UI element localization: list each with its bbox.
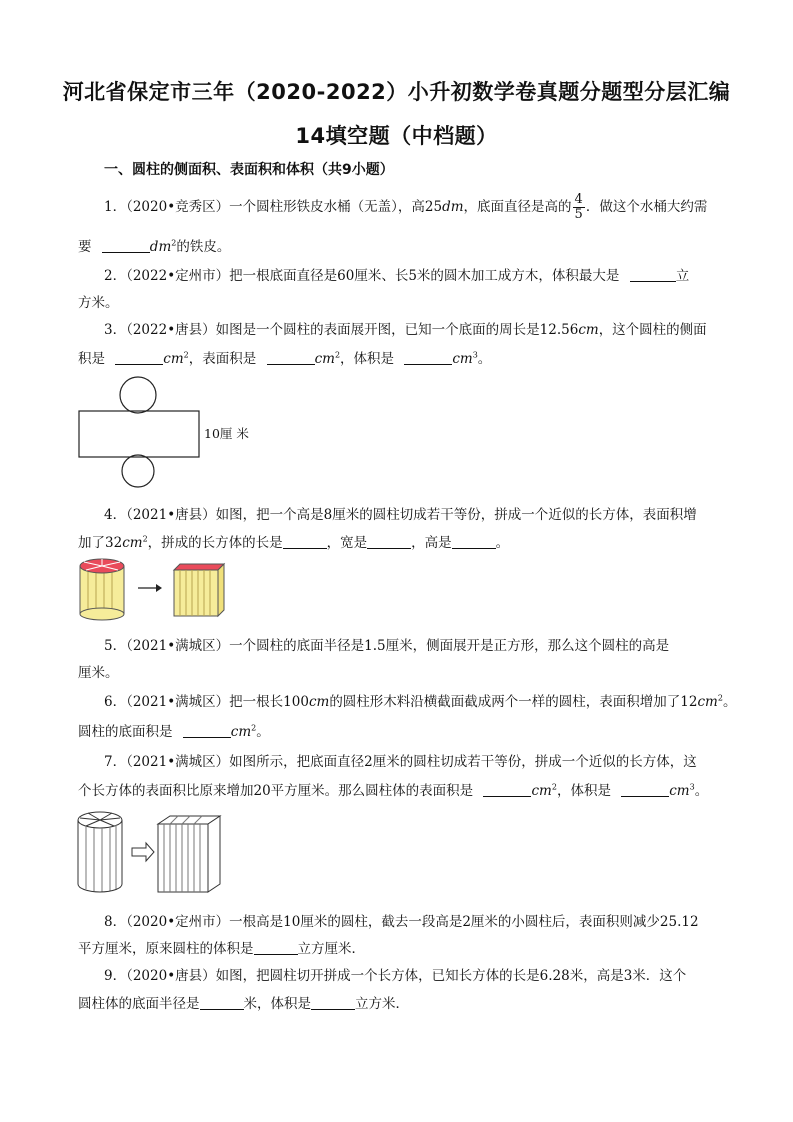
question-6-line-1 — [104, 690, 754, 710]
arrow — [132, 843, 154, 861]
q3-unit: cm — [452, 351, 473, 367]
q4-text-e: ，高是 — [411, 535, 452, 551]
fraction-denominator: 5 — [574, 207, 583, 222]
q7-text-b: 个长方体的表面积比原来增加20平方厘米。那么圆柱体的表面积是 — [78, 783, 474, 799]
top-circle — [120, 377, 156, 413]
answer-blank[interactable] — [367, 534, 411, 549]
q6-text-b: 的圆柱形木料沿横截面截成两个一样的圆柱，表面积增加了12 — [329, 694, 698, 710]
answer-blank[interactable] — [102, 238, 150, 253]
q9-text-d: 立方米． — [355, 996, 409, 1012]
cuboid-top — [174, 564, 224, 570]
q9-text-b: 圆柱体的底面半径是 — [78, 996, 200, 1012]
question-2-line-1 — [104, 264, 754, 284]
q1-text-b: ，底面直径是高的 — [463, 199, 572, 215]
document-subtitle: 14填空题（中档题） — [295, 124, 498, 148]
q8-text-b: 平方厘米，原来圆柱的体积是 — [78, 941, 254, 957]
document-title: 河北省保定市三年（2020-2022）小升初数学卷真题分题型分层汇编 — [62, 80, 731, 104]
q3-text-c: 积是 — [78, 351, 105, 367]
q6-text-a: 6．（2021•满城区）把一根长100 — [104, 694, 309, 710]
answer-blank[interactable] — [404, 350, 452, 365]
q4-text-b: 加了32 — [78, 535, 123, 551]
q7-sup: 2 — [551, 782, 557, 792]
q6-sup: 2 — [717, 693, 723, 703]
question-9-line-1: 9．（2020•唐县）如图，把圆柱切开拼成一个长方体，已知长方体的长是6.28米，高是3米．这个 — [104, 968, 687, 984]
q1-unit-2: dm — [149, 239, 172, 255]
question-7-line-2 — [78, 779, 728, 799]
question-8-line-2 — [78, 937, 728, 957]
q3-text-e: ，体积是 — [340, 351, 395, 367]
q6-unit: cm — [697, 694, 718, 710]
q4-text-f: 。 — [495, 535, 510, 551]
arrow-head — [156, 584, 162, 592]
q3-text-b: ，这个圆柱的侧面 — [598, 322, 707, 338]
q6-text-c: 。 — [722, 694, 737, 710]
q3-sup: 3 — [472, 350, 478, 360]
answer-blank[interactable] — [267, 350, 315, 365]
answer-blank[interactable] — [630, 267, 676, 282]
question-3-line-1 — [104, 318, 754, 338]
q1-sup: 2 — [171, 238, 177, 248]
cylinder-to-cuboid-figure-2 — [74, 810, 244, 896]
cylinder-to-cuboid-figure — [74, 556, 244, 622]
q8-text-c: 立方厘米． — [297, 941, 365, 957]
q6-text-e: 。 — [256, 724, 270, 740]
q7-unit: cm — [669, 783, 690, 799]
question-4-line-2 — [78, 531, 728, 551]
q3-text-f: 。 — [477, 351, 492, 367]
q9-text-c: 米，体积是 — [243, 996, 311, 1012]
q3-unit: cm — [314, 351, 335, 367]
q4-text-c: ，拼成的长方体的长是 — [147, 535, 283, 551]
answer-blank[interactable] — [254, 940, 298, 955]
q1-unit: dm — [442, 199, 464, 215]
cylinder-bottom — [80, 608, 124, 620]
q1-text-d: 要 — [78, 239, 92, 255]
question-3-line-2 — [78, 347, 728, 367]
q6-unit: cm — [308, 694, 330, 710]
section-heading: 一、圆柱的侧面积、表面积和体积（共9小题） — [104, 162, 394, 178]
q4-sup: 2 — [142, 534, 148, 544]
q7-sup: 3 — [689, 782, 695, 792]
fraction-numerator: 4 — [574, 192, 583, 207]
q1-fraction — [573, 193, 585, 222]
question-5-line-2: 厘米。 — [78, 665, 119, 681]
answer-blank[interactable] — [115, 350, 163, 365]
q4-unit: cm — [122, 535, 143, 551]
cuboid-front — [174, 570, 218, 616]
question-4-line-1: 4．（2021•唐县）如图，把一个高是8厘米的圆柱切成若干等份，拼成一个近似的长方体，表面积增 — [104, 507, 697, 523]
question-6-line-2 — [78, 720, 728, 740]
answer-blank[interactable] — [183, 723, 231, 738]
q7-unit: cm — [531, 783, 552, 799]
q3-unit: cm — [578, 322, 599, 338]
answer-blank[interactable] — [483, 782, 531, 797]
question-5-line-1: 5．（2021•满城区）一个圆柱的底面半径是1.5厘米，侧面展开是正方形，那么这个圆柱的高是 — [104, 638, 670, 654]
lateral-rectangle — [79, 411, 199, 457]
bottom-circle — [122, 455, 154, 487]
q1-text-c: ．做这个水桶大约需 — [585, 199, 708, 215]
answer-blank[interactable] — [621, 782, 669, 797]
q2-text-b: 立 — [675, 268, 690, 284]
q6-sup: 2 — [251, 723, 257, 733]
q3-unit: cm — [163, 351, 184, 367]
q7-text-c: ，体积是 — [556, 783, 611, 799]
answer-blank[interactable] — [200, 995, 244, 1010]
question-1-line-2 — [78, 235, 728, 255]
question-7-line-1: 7．（2021•满城区）如图所示，把底面直径2厘米的圆柱切成若干等份，拼成一个近似的长方体，这 — [104, 754, 697, 770]
q2-text-a: 2．（2022•定州市）把一根底面直径是60厘米、长5米的圆木加工成方木，体积最大是 — [104, 268, 620, 284]
q3-sup: 2 — [334, 350, 341, 360]
question-2-line-2: 方米。 — [78, 295, 119, 311]
q6-unit: cm — [230, 724, 252, 740]
answer-blank[interactable] — [311, 995, 355, 1010]
question-1-line-1 — [104, 193, 754, 222]
cuboid-side — [218, 564, 224, 616]
q3-sup: 2 — [183, 350, 189, 360]
q1-text-a: 1．（2020•竞秀区）一个圆柱形铁皮水桶（无盖），高25 — [104, 199, 443, 215]
figure-label-height: 10厘 米 — [204, 426, 249, 441]
answer-blank[interactable] — [283, 534, 327, 549]
q1-text-e: 的铁皮。 — [176, 239, 231, 255]
cuboid-side — [208, 816, 220, 892]
question-9-line-2 — [78, 992, 728, 1012]
q4-text-d: ，宽是 — [326, 535, 368, 551]
question-8-line-1: 8．（2020•定州市）一根高是10厘米的圆柱，截去一段高是2厘米的小圆柱后，表面积则减少25.12 — [104, 914, 699, 930]
q3-text-a: 3．（2022•唐县）如图是一个圆柱的表面展开图，已知一个底面的周长是12.56 — [104, 322, 579, 338]
q7-text-d: 。 — [694, 783, 709, 799]
answer-blank[interactable] — [452, 534, 496, 549]
q6-text-d: 圆柱的底面积是 — [78, 724, 173, 740]
cylinder-bottom — [78, 884, 122, 892]
q3-text-d: ，表面积是 — [188, 351, 257, 367]
